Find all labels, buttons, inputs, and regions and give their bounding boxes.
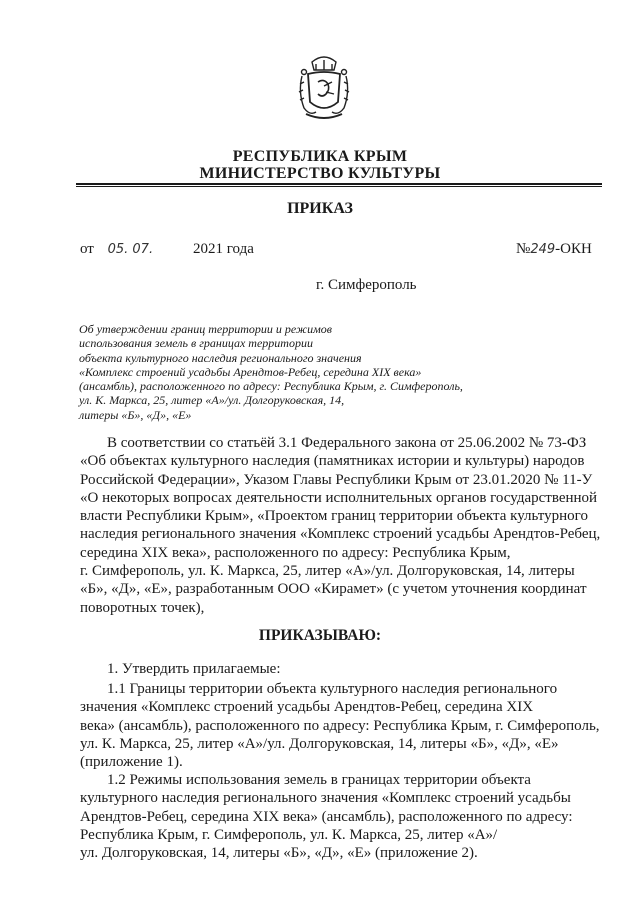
- preamble-line: наследия регионального значения «Комплекс строений усадьбы Арендтов-Ребец,: [80, 526, 601, 543]
- document-title: ПРИКАЗ: [287, 200, 353, 217]
- date-handwritten: 05. 07.: [107, 242, 154, 257]
- item-1-1-line: (приложение 1).: [80, 754, 183, 771]
- item-1-2-line: культурного наследия регионального значения «Комплекс строений усадьбы: [80, 790, 571, 807]
- crimea-coat-of-arms-icon: [296, 52, 352, 124]
- item-1: [80, 660, 600, 678]
- item-1-1: [80, 680, 600, 771]
- republic-name: РЕСПУБЛИКА КРЫМ: [232, 148, 408, 165]
- preamble-line: г. Симферополь, ул. К. Маркса, 25, литер «А»/ул. Долгоруковская, 14, литеры: [80, 563, 575, 580]
- preamble-line: «О некоторых вопросах деятельности исполнительных органов государственной: [80, 489, 598, 506]
- subject-line: литеры «Б», «Д», «Е»: [79, 407, 192, 422]
- date-prefix: от: [80, 241, 94, 257]
- number-prefix: №: [516, 241, 531, 257]
- preamble-line: поворотных точек),: [80, 599, 205, 616]
- subject-line: использования земель в границах территории: [79, 336, 313, 351]
- item-1-2: [80, 771, 600, 862]
- date-line: [80, 241, 153, 258]
- year: 2021 года: [193, 241, 254, 257]
- ministry-name: МИНИСТЕРСТВО КУЛЬТУРЫ: [199, 165, 441, 182]
- preamble-line: Российской Федерации», Указом Главы Республики Крым от 23.01.2020 № 11-У: [80, 471, 593, 488]
- subject-line: объекта культурного наследия регионального значения: [79, 350, 362, 365]
- item-1-2-line: ул. Долгоруковская, 14, литеры «Б», «Д», «Е» (приложение 2).: [80, 845, 478, 862]
- order-word: ПРИКАЗЫВАЮ:: [258, 627, 382, 644]
- item-1-2-line: Республика Крым, г. Симферополь, ул. К. Маркса, 25, литер «А»/: [80, 826, 498, 843]
- header-rule: [76, 183, 602, 185]
- item-1-2-line: 1.2 Режимы использования земель в границах территории объекта: [107, 772, 531, 788]
- preamble-line: В соответствии со статьёй 3.1 Федерального закона от 25.06.2002 № 73-ФЗ: [107, 435, 587, 451]
- preamble: [80, 434, 600, 617]
- subject-line: (ансамбль), расположенного по адресу: Республика Крым, г. Симферополь,: [79, 379, 463, 394]
- preamble-line: «Б», «Д», «Е», разработанным ООО «Кирамет» (с учетом уточнения координат: [80, 581, 587, 598]
- item-1-2-line: Арендтов-Ребец, середина XIX века» (ансамбль), расположенного по адресу:: [80, 808, 573, 825]
- preamble-line: середина XIX века», расположенного по адресу: Республика Крым,: [80, 544, 511, 561]
- order-number: [516, 241, 592, 258]
- item-1-1-line: значения «Комплекс строений усадьбы Арендтов-Ребец, середина XIX: [80, 699, 534, 716]
- number-handwritten: 249: [530, 242, 556, 257]
- item-1-1-line: века» (ансамбль), расположенного по адресу: Республика Крым, г. Симферополь,: [80, 717, 600, 734]
- item-1-text: 1. Утвердить прилагаемые:: [107, 661, 281, 677]
- subject-line: ул. К. Маркса, 25, литер «А»/ул. Долгоруковская, 14,: [79, 393, 345, 408]
- item-1-1-line: 1.1 Границы территории объекта культурного наследия регионального: [107, 681, 558, 697]
- subject-line: Об утверждении границ территории и режимов: [79, 322, 332, 336]
- number-suffix: -ОКН: [555, 241, 592, 257]
- order-subject: [79, 322, 463, 422]
- city: г. Симферополь: [316, 277, 417, 293]
- preamble-line: власти Республики Крым», «Проектом границ территории объекта культурного: [80, 508, 588, 525]
- subject-line: «Комплекс строений усадьбы Арендтов-Ребец, середина XIX века»: [79, 364, 422, 379]
- header-rule-thin: [76, 186, 602, 187]
- item-1-1-line: ул. К. Маркса, 25, литер «А»/ул. Долгоруковская, 14, литеры «Б», «Д», «Е»: [80, 735, 559, 752]
- preamble-line: «Об объектах культурного наследия (памятниках истории и культуры) народов: [80, 453, 585, 470]
